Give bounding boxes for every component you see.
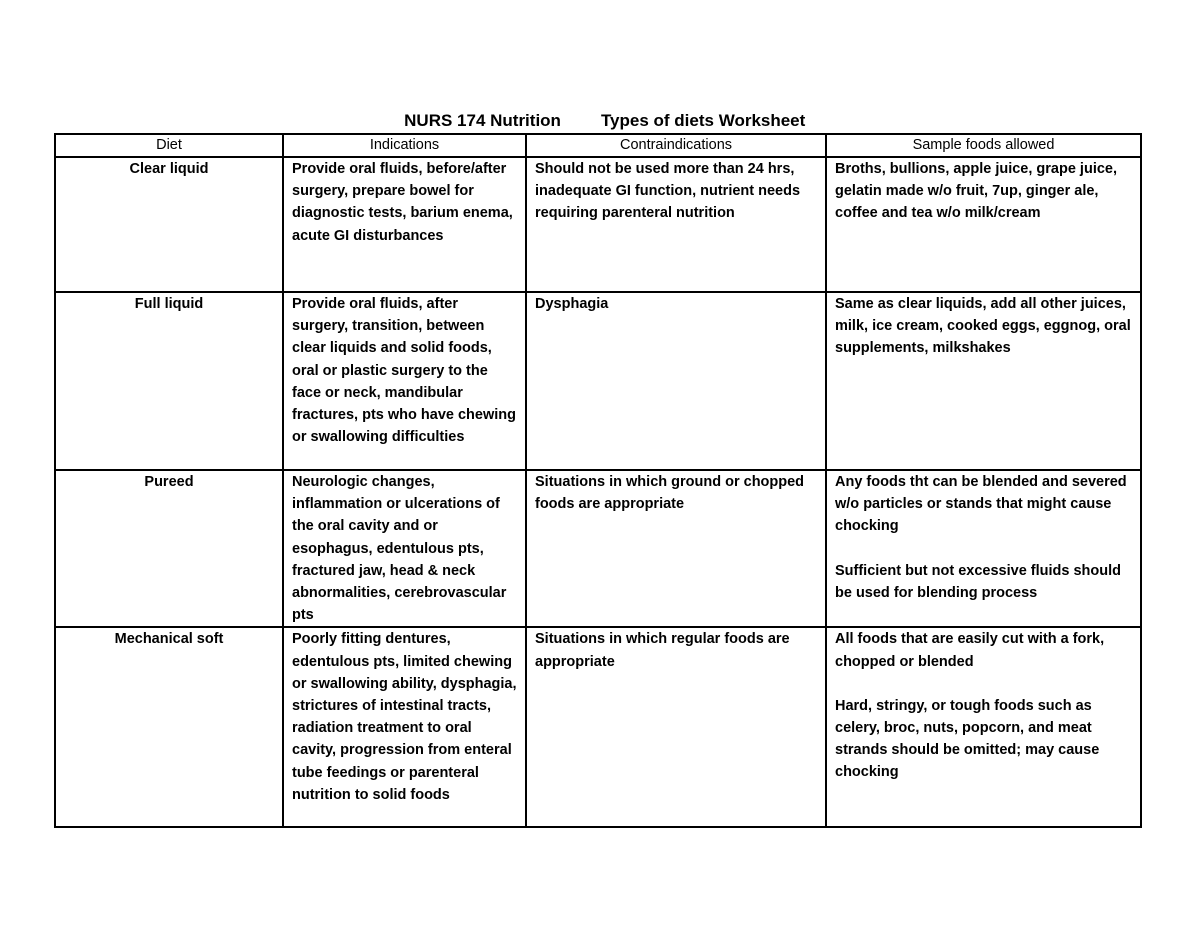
contraindications-cell — [526, 470, 826, 627]
header-indications: Indications — [283, 134, 526, 157]
sample-foods-text: All foods that are easily cut with a fork, chopped or blended — [835, 631, 1105, 670]
diet-name-text: Pureed — [144, 474, 194, 490]
diet-name — [55, 157, 283, 292]
sample-foods-text: Broths, bullions, apple juice, grape juice, gelatin made w/o fruit, 7up, ginger ale, coffee and tea w/o milk/cream — [835, 161, 1117, 222]
diet-types-table — [54, 133, 1142, 828]
sample-foods-cell — [826, 157, 1141, 292]
indications-text: Provide oral fluids, before/after surgery, prepare bowel for diagnostic tests, barium enema, acute GI disturbances — [292, 161, 513, 244]
diet-name — [55, 292, 283, 470]
worksheet-title: Types of diets Worksheet — [600, 111, 806, 130]
table-row — [55, 470, 1141, 627]
contraindications-text: Should not be used more than 24 hrs, inadequate GI function, nutrient needs requiring parenteral nutrition — [535, 161, 801, 222]
diet-name — [55, 627, 283, 827]
contraindications-text: Situations in which regular foods are appropriate — [535, 631, 790, 670]
table-row — [55, 627, 1141, 827]
table-header-row — [55, 134, 1141, 157]
table-row — [55, 292, 1141, 470]
sample-foods-note: Sufficient but not excessive fluids should be used for blending process — [835, 562, 1122, 601]
indications-text: Neurologic changes, inflammation or ulcerations of the oral cavity and or esophagus, edentulous pts, fractured jaw, head & neck abnormalities, cerebrovascular pts — [292, 474, 507, 624]
table-row — [55, 157, 1141, 292]
contraindications-cell — [526, 157, 826, 292]
header-sample-foods: Sample foods allowed — [826, 134, 1141, 157]
sample-foods-text: Same as clear liquids, add all other juices, milk, ice cream, cooked eggs, eggnog, oral supplements, milkshakes — [835, 296, 1131, 357]
header-contraindications: Contraindications — [526, 134, 826, 157]
sample-foods-text: Any foods tht can be blended and severed w/o particles or stands that might cause chocking — [835, 474, 1127, 535]
contraindications-cell — [526, 292, 826, 470]
diet-name — [55, 470, 283, 627]
diet-name-text: Full liquid — [134, 296, 204, 312]
indications-text: Poorly fitting dentures, edentulous pts, limited chewing or swallowing ability, dysphagia, strictures of intestinal tracts, radiation treatment to oral cavity, progression from enteral tube feedings or parenteral nutrition to solid foods — [292, 631, 517, 803]
contraindications-text: Dysphagia — [535, 296, 609, 312]
contraindications-cell — [526, 627, 826, 827]
header-diet: Diet — [55, 134, 283, 157]
indications-cell — [283, 627, 526, 827]
diet-name-text: Mechanical soft — [114, 631, 224, 648]
diet-name-text: Clear liquid — [129, 161, 209, 177]
indications-cell — [283, 470, 526, 627]
indications-cell — [283, 292, 526, 470]
page-title — [0, 91, 1200, 131]
sample-foods-cell — [826, 292, 1141, 470]
indications-text: Provide oral fluids, after surgery, transition, between clear liquids and solid foods, oral or plastic surgery to the face or neck, mandibular fractures, pts who have chewing or swallowing difficulties — [292, 296, 516, 446]
course-title: NURS 174 Nutrition — [404, 111, 561, 130]
sample-foods-cell — [826, 627, 1141, 827]
sample-foods-note: Hard, stringy, or tough foods such as celery, broc, nuts, popcorn, and meat strands should be omitted; may cause chocking — [835, 697, 1100, 781]
contraindications-text: Situations in which ground or chopped foods are appropriate — [535, 474, 805, 513]
indications-cell — [283, 157, 526, 292]
sample-foods-cell — [826, 470, 1141, 627]
